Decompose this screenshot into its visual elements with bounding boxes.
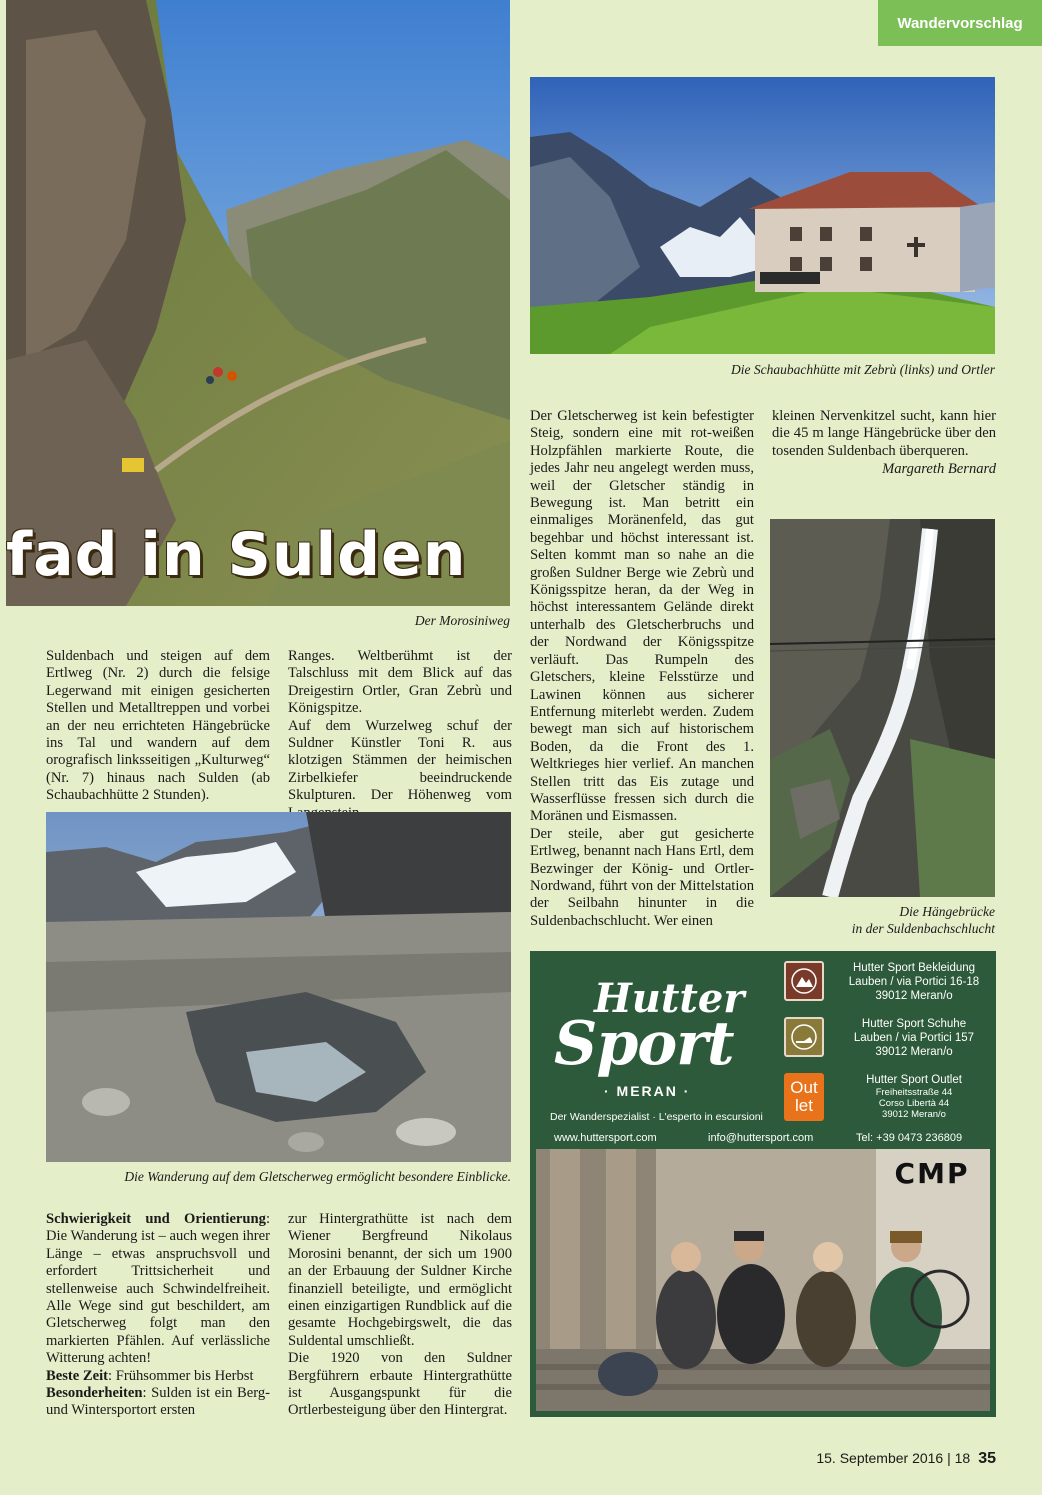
paragraph-gletscherweg: Der Gletscherweg ist kein befestigter Steig, sondern eine mit rot-weißen Holzpfählen markierte Route, die jedes Jahr neu angelegt werden muss, weil der Gletscher ständig in Bewegung ist. Man betritt ein einmaliges Moränenfeld, das gut begehbar und höchst interessant ist. Selten kommt man so nahe an die großen Suldner Berge wie Zebrù und Königsspitze heran, da der Weg in höchst interessantem Gelände direkt unterhalb des Gletscherbruchs und der Nordwand der Königsspitze verläuft. Das Rumpeln des Gletschers, kleine Felsstürze und Lawinen können aus sicherer Entfernung miterlebt werden. Zudem bewegt man sich auf historischem Boden, da die Front des 1. Weltkrieges hier verlief. An manchen Stellen tritt das Eis zutage und Wasserflüsse fressen sich durch die Moränen und Eismassen.: [530, 408, 754, 825]
store-bekleidung-city: 39012 Meran/o: [875, 990, 953, 1002]
store-bekleidung-address: Lauben / via Portici 16-18: [848, 976, 980, 988]
hutter-sport-logo: [536, 957, 780, 1141]
paragraph-hintergrathuette: Die 1920 von den Suldner Bergführern erbaute Hintergrathütte ist Ausgangspunkt für die Ortlerbesteigung über den Hintergrat.: [288, 1350, 512, 1419]
store-bekleidung-name: Hutter Sport Bekleidung: [852, 962, 976, 974]
text-column-mid-bottom: [288, 1211, 512, 1420]
store-bekleidung-info: [834, 961, 994, 1003]
hutter-sport-ad[interactable]: [530, 951, 996, 1417]
page-number: 35: [978, 1450, 996, 1467]
page-footer: [816, 1450, 996, 1468]
store-outlet-name: Hutter Sport Outlet: [866, 1074, 962, 1086]
haengebruecke-photo: [770, 519, 995, 897]
store-schuhe-name: Hutter Sport Schuhe: [861, 1018, 967, 1030]
text-column-gletscherweg: [530, 408, 754, 930]
store-schuhe-address: Lauben / via Portici 157: [853, 1032, 975, 1044]
caption-haengebruecke-line1: Die Hängebrücke: [899, 904, 995, 919]
paragraph-nervenkitzel: kleinen Nervenkitzel sucht, kann hier die 45 m lange Hängebrücke über den tosenden Suldenbach überqueren.: [772, 408, 996, 459]
ad-people-photo: [536, 1149, 990, 1411]
caption-haengebruecke: [770, 903, 995, 937]
store-schuhe-info: [834, 1017, 994, 1059]
section-tag: Wandervorschlag: [878, 0, 1042, 46]
store-bekleidung: [784, 961, 990, 1007]
gletscherweg-photo: [46, 812, 511, 1162]
berg-montagna-badge-icon: [784, 961, 824, 1001]
text-column-left-bottom: [46, 1211, 270, 1420]
paragraph-ertlweg-route: Suldenbach und steigen auf dem Ertlweg (Nr. 2) durch die felsige Legerwand mit einigen gesicherten Stellen und Metalltreppen und vorbei an der neu errichteten Hängebrücke ins Tal und wandern auf dem orografisch linksseitigen „Kulturweg“ (Nr. 7) hinaus nach Sulden (ab Schaubachhütte 2 Stunden).: [46, 648, 270, 804]
text-beste-zeit: : Frühsommer bis Herbst: [108, 1367, 254, 1384]
logo-sport-text: Sport: [554, 1009, 734, 1079]
paragraph-schwierigkeit: [46, 1211, 270, 1368]
store-outlet-address-it: Corso Libertà 44: [878, 1098, 950, 1109]
label-besonderheiten: Besonderheiten: [46, 1385, 143, 1402]
store-schuhe-city: 39012 Meran/o: [875, 1046, 953, 1058]
store-outlet-city: 39012 Meran/o: [882, 1109, 946, 1120]
ad-phone: Tel: +39 0473 236809: [856, 1132, 963, 1144]
schuhe-scarpe-badge-icon: [784, 1017, 824, 1057]
paragraph-talschluss: Ranges. Weltberühmt ist der Talschluss mit dem Blick auf das Dreigestirn Ortler, Gran Zebrù und Königspitze.: [288, 648, 512, 717]
store-outlet-info: [834, 1073, 994, 1120]
store-outlet-address-de: Freiheitsstraße 44: [875, 1087, 953, 1098]
paragraph-ertlweg: Der steile, aber gut gesicherte Ertlweg, benannt nach Hans Ertl, dem Bezwinger der König- und Ortler-Nordwand, führt von der Mittelstation der Seilbahn hinunter in die Suldenbachschlucht. Wer einen: [530, 825, 754, 929]
caption-schaubachhuette: Die Schaubachhütte mit Zebrù (links) und Ortler: [731, 362, 995, 377]
caption-haengebruecke-line2: in der Suldenbachschlucht: [851, 921, 995, 936]
caption-gletscherweg: Die Wanderung auf dem Gletscherweg ermöglicht besondere Einblicke.: [124, 1169, 511, 1184]
ad-email-link[interactable]: info@huttersport.com: [708, 1132, 814, 1144]
article-headline: fad in Sulden: [6, 520, 467, 590]
morosiniweg-photo: [6, 0, 510, 606]
text-schwierigkeit: : Die Wanderung ist – auch wegen ihrer Länge – etwas anspruchsvoll und erfordert Trittsicherheit und stellenweise auch Schwindelfreiheit. Alle Wege sind gut beschildert, am Gletscherweg folgt man den markierten Pfählen. Auf verlässliche Witterung achten!: [46, 1211, 270, 1367]
schaubachhuette-photo: [530, 77, 995, 354]
ad-website-link[interactable]: www.huttersport.com: [554, 1132, 657, 1144]
text-column-left-top: [46, 648, 270, 805]
paragraph-wurzelweg: Auf dem Wurzelweg schuf der Suldner Künstler Toni R. aus klotzigen Stämmen der heimischen Zirbelkiefer beeindruckende Skulpturen. Der Höhenweg vom: [288, 717, 512, 804]
ad-tagline: Der Wanderspezialist · L'esperto in escursioni: [550, 1111, 763, 1123]
logo-hutter-text: Hutter: [594, 975, 745, 1022]
issue-date: 15. September 2016 | 18: [816, 1450, 971, 1466]
text-column-mid-top: [288, 648, 512, 822]
paragraph-hoehenweg: zur Hintergrathütte ist nach dem Wiener Bergfreund Nikolaus Morosini benannt, der sich um 1900 an der Erbauung der Suldner Kirche finanziell beteiligte, und ermöglicht einen einzigartigen Rundblick auf die gesamte Hochgebirgswelt, die das Suldental umschließt.: [288, 1211, 512, 1349]
label-beste-zeit: Beste Zeit: [46, 1367, 109, 1384]
outlet-badge-text: Out let: [790, 1078, 818, 1115]
paragraph-besonderheiten: [46, 1385, 270, 1420]
label-schwierigkeit: Schwierigkeit und Orientierung: [46, 1211, 266, 1227]
logo-city: · MERAN ·: [604, 1083, 691, 1099]
caption-morosiniweg: Der Morosiniweg: [414, 613, 510, 628]
outlet-badge: [784, 1073, 824, 1121]
store-schuhe: [784, 1017, 990, 1063]
store-outlet: [784, 1073, 990, 1127]
paragraph-beste-zeit: [46, 1368, 270, 1385]
cmp-logo: CMP: [894, 1157, 970, 1190]
text-besonderheiten: : Sulden ist ein Berg- und Wintersportort ersten: [46, 1385, 270, 1419]
text-column-haengebruecke: [772, 408, 996, 479]
author-name: Margareth Bernard: [882, 461, 996, 478]
